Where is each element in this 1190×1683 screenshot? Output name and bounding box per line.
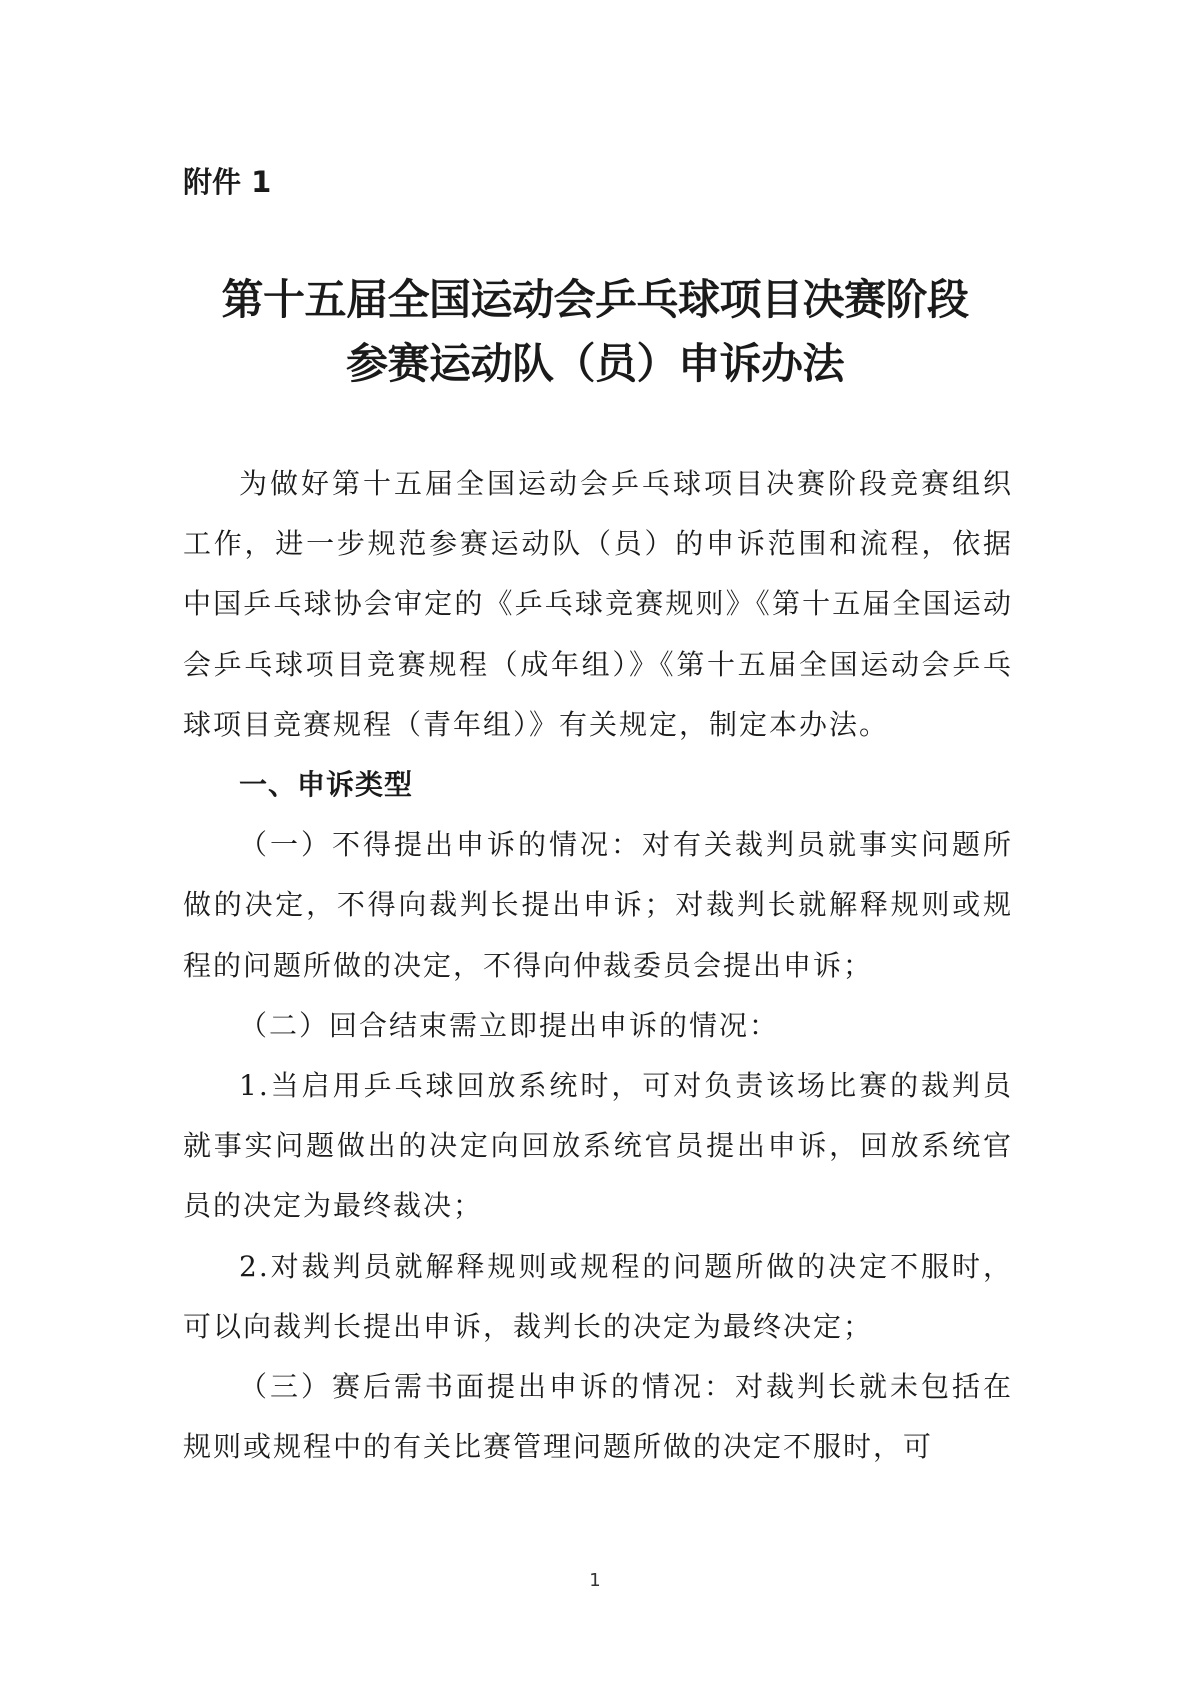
intro-paragraph: 为做好第十五届全国运动会乒乓球项目决赛阶段竞赛组织工作，进一步规范参赛运动队（员）的申诉范围和流程，依据中国乒乓球协会审定的《乒乓球竞赛规则》《第十五届全国运动会乒乓球项目竞赛规程（成年组）》《第十五届全国运动会乒乓球项目竞赛规程（青年组）》有关规定，制定本办法。 — [183, 467, 1013, 741]
paragraph-item-3: （三）赛后需书面提出申诉的情况：对裁判长就未包括在规则或规程中的有关比赛管理问题所做的决定不服时，可 — [183, 1370, 1013, 1464]
section-heading-appeal-types: 一、申诉类型 — [239, 768, 414, 802]
paragraph-item-2: （二）回合结束需立即提出申诉的情况： — [239, 1008, 780, 1042]
page-number: 1 — [589, 1570, 601, 1591]
document-body — [183, 454, 1013, 1477]
paragraph-item-2-1: 1.当启用乒乓球回放系统时，可对负责该场比赛的裁判员就事实问题做出的决定向回放系统官员提出申诉，回放系统官员的决定为最终裁决； — [183, 1069, 1013, 1223]
paragraph-item-1: （一）不得提出申诉的情况：对有关裁判员就事实问题所做的决定，不得向裁判长提出申诉；对裁判长就解释规则或规程的问题所做的决定，不得向仲裁委员会提出申诉； — [183, 828, 1013, 982]
paragraph-item-2-2: 2.对裁判员就解释规则或规程的问题所做的决定不服时，可以向裁判长提出申诉，裁判长的决定为最终决定； — [183, 1249, 1013, 1343]
attachment-label: 附件 1 — [183, 165, 272, 199]
title-line-2: 参赛运动队（员）申诉办法 — [345, 339, 844, 388]
document-title — [140, 268, 1050, 396]
title-line-1: 第十五届全国运动会乒乓球项目决赛阶段 — [221, 275, 969, 324]
